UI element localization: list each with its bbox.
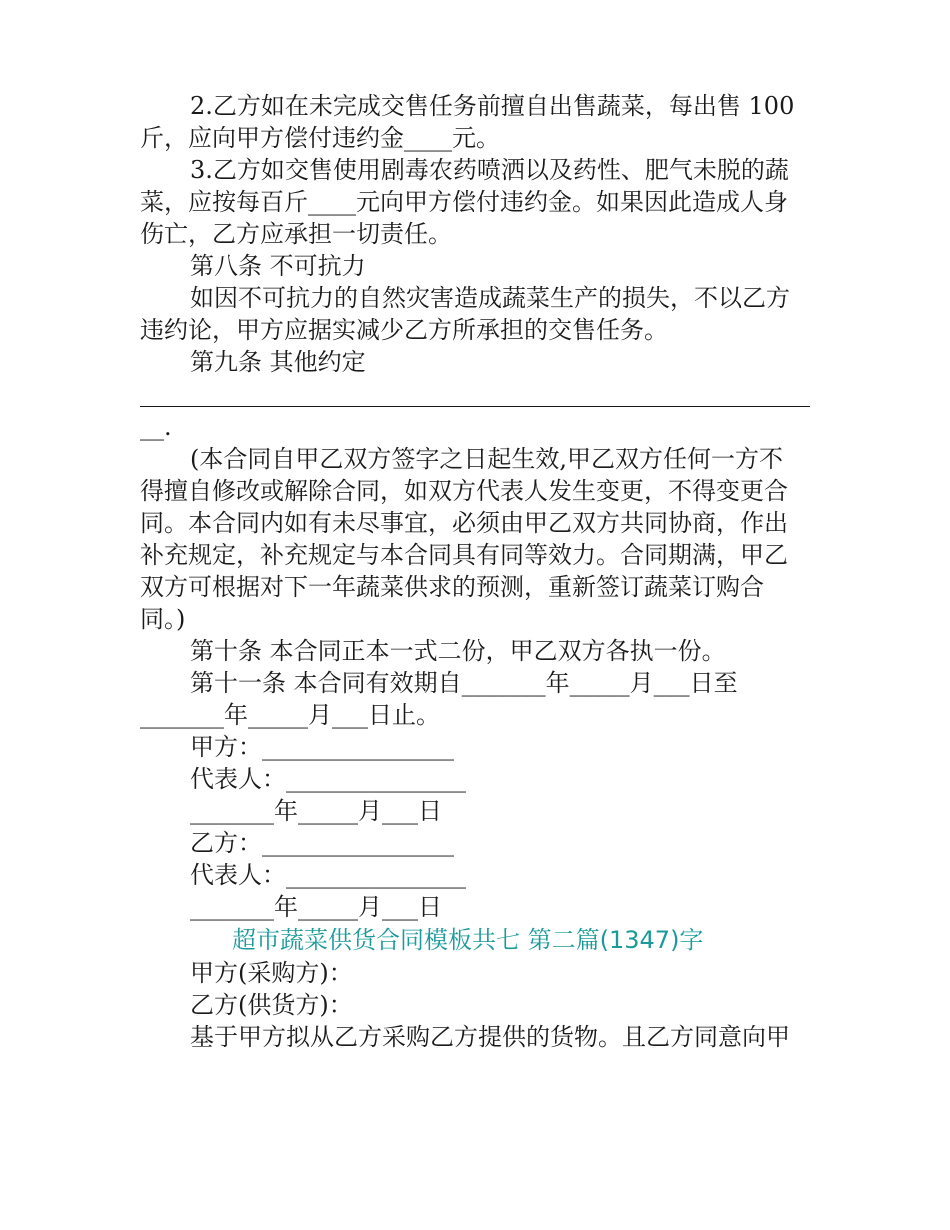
party-b-signature: 乙方：________________ [190, 829, 454, 857]
clause-7-item-3-line-1: 3.乙方如交售使用剧毒农药喷洒以及药性、肥气未脱的蔬 [190, 156, 789, 184]
clause-8-text-line-1: 如因不可抗力的自然灾害造成蔬菜生产的损失，不以乙方 [190, 284, 790, 312]
section-heading: 超市蔬菜供货合同模板共七 第二篇(1347)字 [232, 926, 704, 954]
clause-8-text-line-2: 违约论，甲方应据实减少乙方所承担的交售任务。 [140, 316, 668, 344]
buyer-line: 甲方(采购方)： [190, 959, 353, 987]
clause-7-item-3-line-3: 伤亡，乙方应承担一切责任。 [140, 220, 452, 248]
note-line-3: 同。本合同内如有未尽事宜，必须由甲乙双方共同协商，作出 [140, 509, 788, 537]
supplier-line: 乙方(供货方)： [190, 991, 353, 1019]
blank-fill-line [140, 378, 810, 407]
party-b-date: _______年_____月___日 [190, 893, 442, 921]
clause-9-title: 第九条 其他约定 [190, 348, 366, 376]
clause-7-item-2-line-1: 2.乙方如在未完成交售任务前擅自出售蔬菜，每出售 100 [190, 92, 795, 120]
party-a-date: _______年_____月___日 [190, 797, 442, 825]
party-b-representative: 代表人：_______________ [190, 861, 466, 889]
note-line-5: 双方可根据对下一年蔬菜供求的预测，重新签订蔬菜订购合 [140, 573, 764, 601]
clause-7-item-3-line-2: 菜，应按每百斤____元向甲方偿付违约金。如果因此造成人身 [140, 188, 788, 216]
blank-fill-end: __. [140, 413, 172, 441]
clause-7-item-2-line-2: 斤，应向甲方偿付违约金____元。 [140, 124, 500, 152]
clause-10: 第十条 本合同正本一式二份，甲乙双方各执一份。 [190, 637, 726, 665]
clause-11-line-2: _______年_____月___日止。 [140, 701, 440, 729]
note-line-6: 同。) [140, 605, 186, 633]
note-line-1: (本合同自甲乙双方签字之日起生效,甲乙双方任何一方不 [190, 445, 783, 473]
party-a-representative: 代表人：_______________ [190, 765, 466, 793]
preamble-line-1: 基于甲方拟从乙方采购乙方提供的货物。且乙方同意向甲 [190, 1023, 790, 1051]
note-line-2: 得擅自修改或解除合同，如双方代表人发生变更，不得变更合 [140, 477, 788, 505]
clause-11-line-1: 第十一条 本合同有效期自_______年_____月___日至 [190, 669, 738, 697]
note-line-4: 补充规定，补充规定与本合同具有同等效力。合同期满，甲乙 [140, 541, 788, 569]
party-a-signature: 甲方：________________ [190, 733, 454, 761]
clause-8-title: 第八条 不可抗力 [190, 252, 366, 280]
document-page [140, 90, 810, 1053]
